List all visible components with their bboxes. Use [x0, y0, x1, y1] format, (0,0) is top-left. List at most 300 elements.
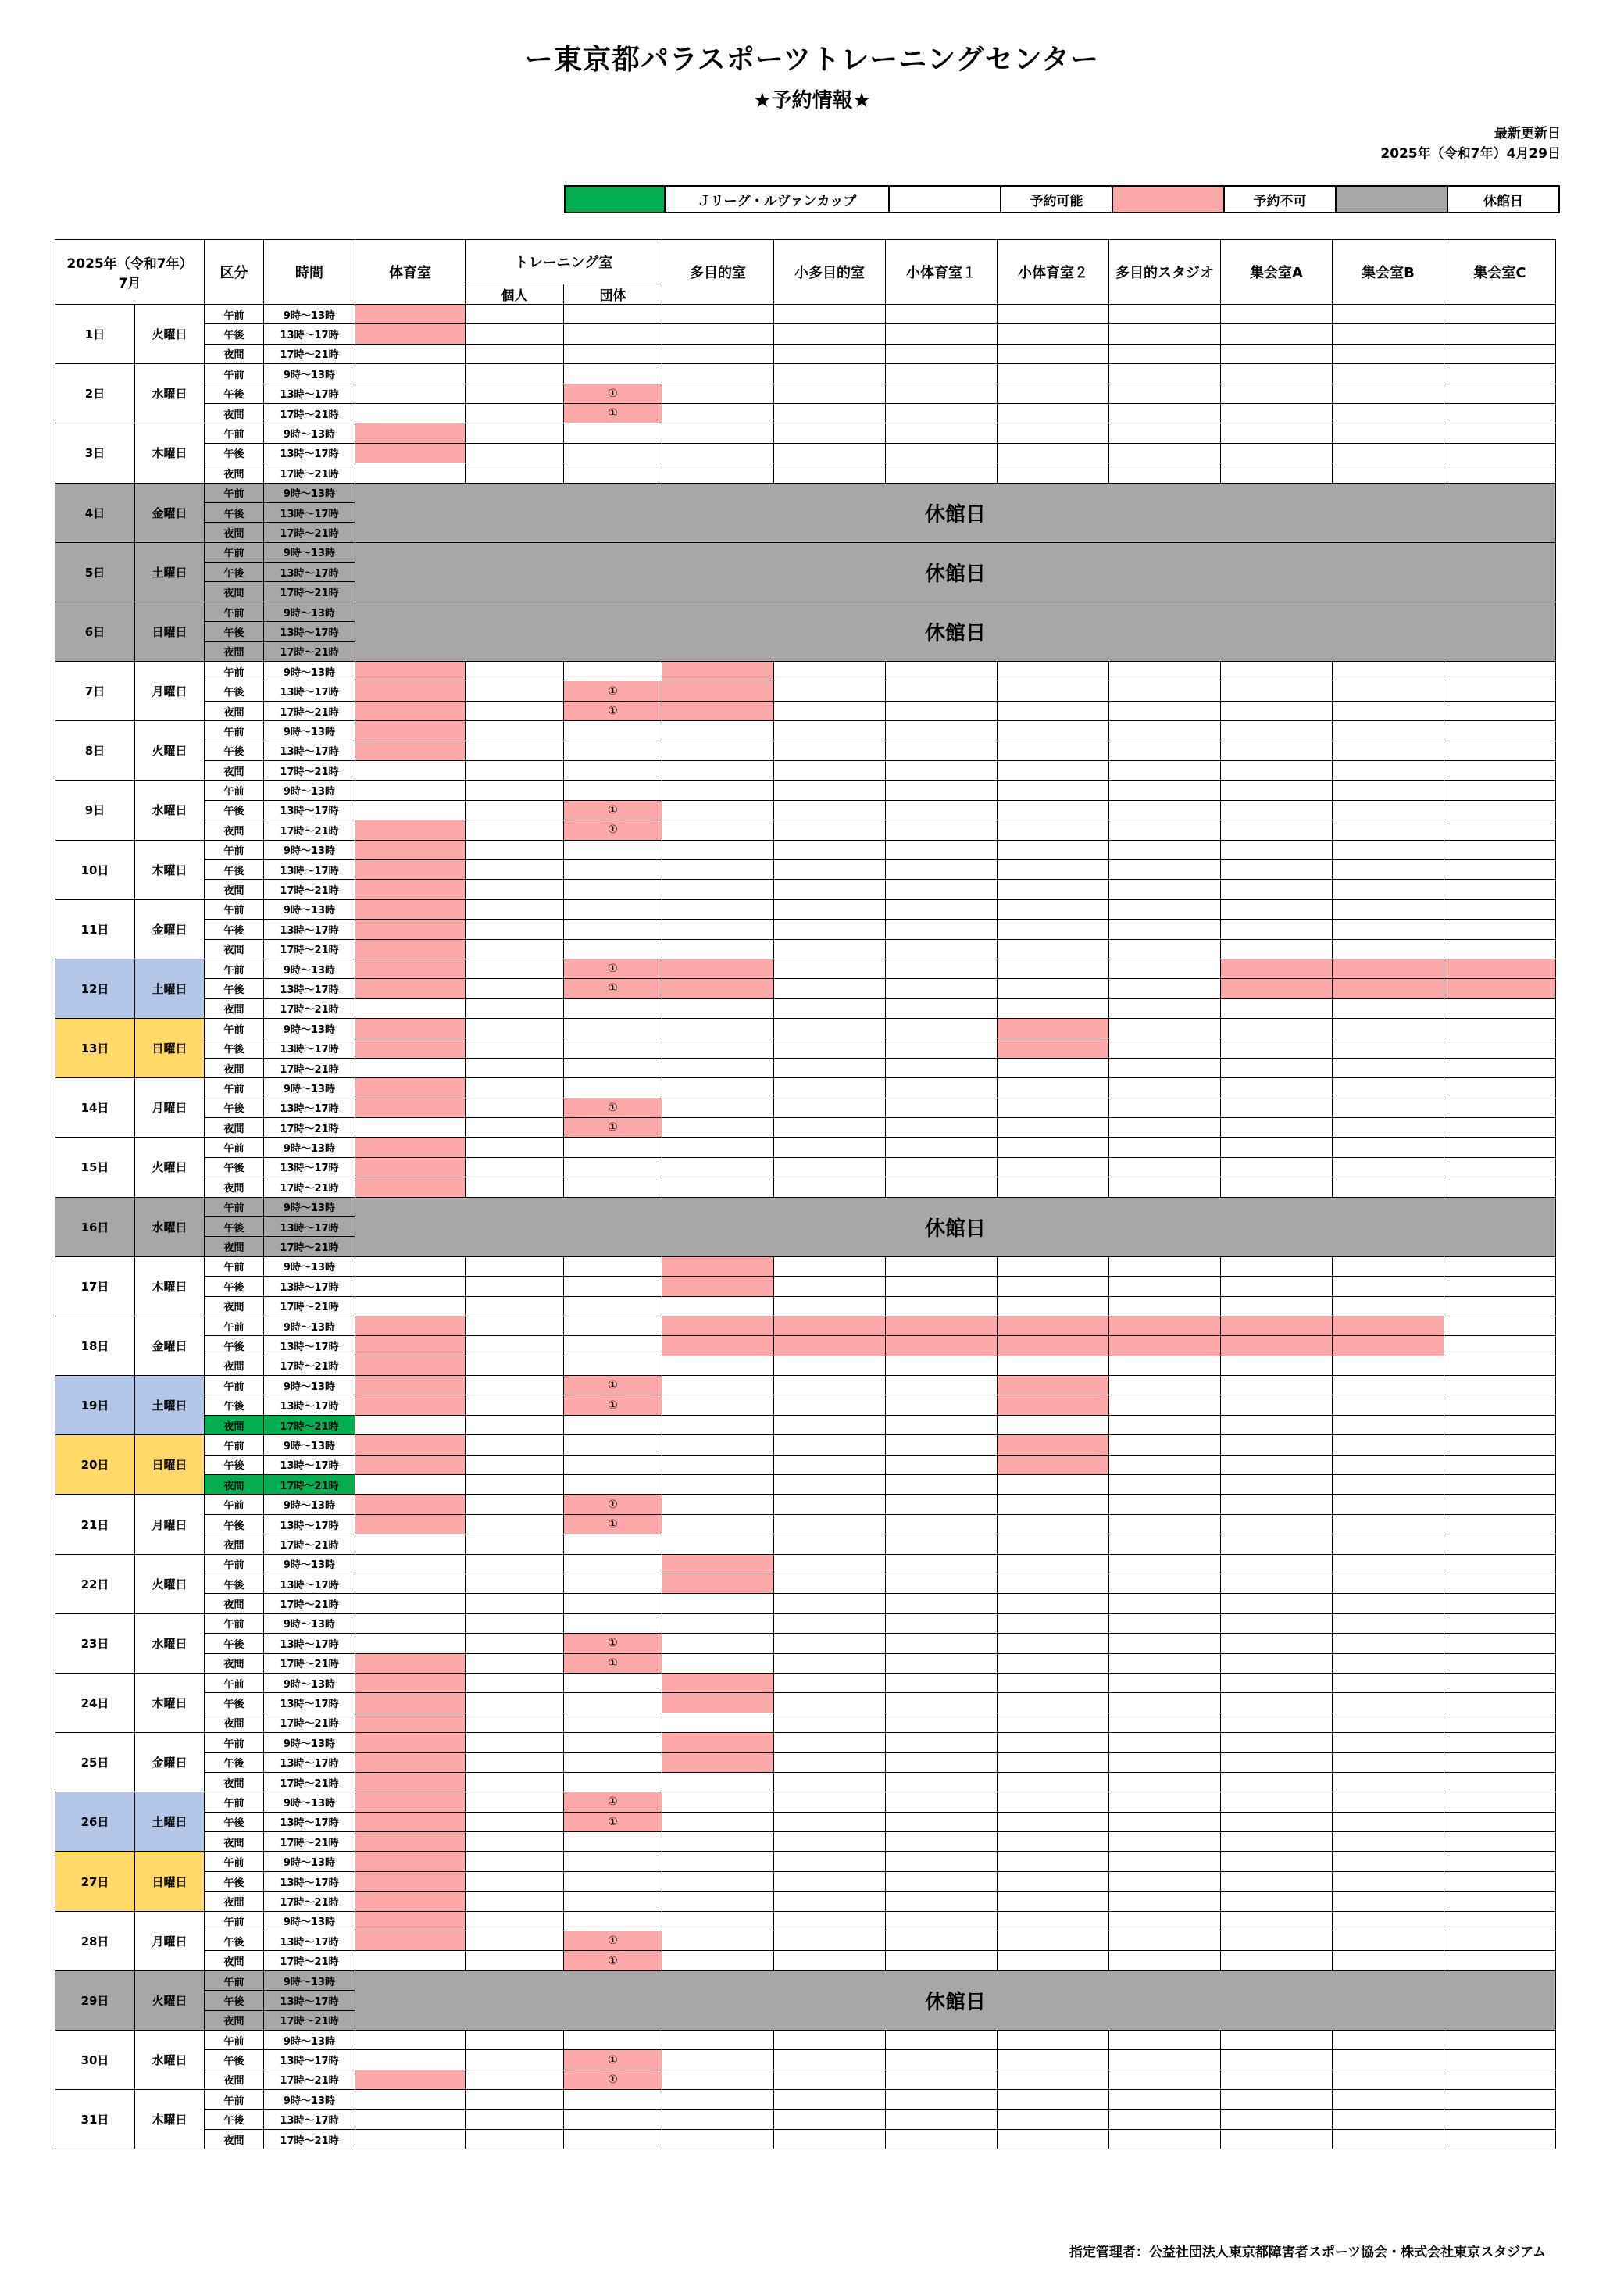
slot-cell-booked[interactable]	[355, 1356, 466, 1375]
slot-cell[interactable]	[466, 463, 564, 483]
slot-cell[interactable]	[1444, 939, 1556, 959]
slot-cell[interactable]	[466, 880, 564, 899]
slot-cell[interactable]	[774, 880, 886, 899]
slot-cell-booked-marker[interactable]: ①	[564, 2050, 662, 2070]
slot-cell-booked[interactable]	[662, 701, 774, 720]
slot-cell[interactable]	[466, 2109, 564, 2129]
slot-cell[interactable]	[774, 1098, 886, 1117]
slot-cell[interactable]	[774, 1296, 886, 1316]
slot-cell[interactable]	[886, 1534, 998, 1554]
slot-cell[interactable]	[998, 1514, 1109, 1534]
slot-cell[interactable]	[1109, 1256, 1221, 1276]
slot-cell[interactable]	[564, 1832, 662, 1852]
slot-cell[interactable]	[355, 1613, 466, 1633]
slot-cell[interactable]	[1221, 324, 1333, 344]
slot-cell[interactable]	[1444, 820, 1556, 840]
slot-cell[interactable]	[998, 1871, 1109, 1891]
slot-cell-booked[interactable]	[355, 1653, 466, 1673]
slot-cell[interactable]	[1333, 800, 1444, 820]
slot-cell-booked[interactable]	[662, 1554, 774, 1574]
slot-cell-booked[interactable]	[998, 1455, 1109, 1474]
slot-cell[interactable]	[774, 463, 886, 483]
slot-cell-booked[interactable]	[355, 2070, 466, 2089]
slot-cell-booked[interactable]	[662, 1752, 774, 1772]
slot-cell[interactable]	[774, 1752, 886, 1772]
slot-cell[interactable]	[662, 1613, 774, 1633]
slot-cell[interactable]	[1333, 840, 1444, 859]
slot-cell[interactable]	[998, 1138, 1109, 1157]
slot-cell[interactable]	[1109, 1296, 1221, 1316]
slot-cell[interactable]	[1109, 1138, 1221, 1157]
slot-cell-booked[interactable]	[998, 1435, 1109, 1455]
slot-cell[interactable]	[1333, 899, 1444, 919]
slot-cell-booked-marker[interactable]: ①	[564, 1792, 662, 1812]
slot-cell[interactable]	[1333, 820, 1444, 840]
slot-cell[interactable]	[564, 662, 662, 681]
slot-cell[interactable]	[355, 1534, 466, 1554]
slot-cell[interactable]	[886, 1514, 998, 1534]
slot-cell[interactable]	[662, 920, 774, 939]
slot-cell[interactable]	[1221, 1435, 1333, 1455]
slot-cell[interactable]	[1444, 1138, 1556, 1157]
slot-cell[interactable]	[1333, 1078, 1444, 1098]
slot-cell[interactable]	[1333, 701, 1444, 720]
slot-cell[interactable]	[998, 1852, 1109, 1871]
slot-cell[interactable]	[466, 959, 564, 978]
slot-cell[interactable]	[886, 859, 998, 879]
slot-cell[interactable]	[1221, 1852, 1333, 1871]
slot-cell[interactable]	[1109, 681, 1221, 701]
slot-cell-booked[interactable]	[662, 1693, 774, 1713]
slot-cell[interactable]	[1221, 423, 1333, 443]
slot-cell-booked[interactable]	[355, 1138, 466, 1157]
slot-cell[interactable]	[662, 1376, 774, 1395]
slot-cell[interactable]	[1333, 1256, 1444, 1276]
slot-cell[interactable]	[1221, 2070, 1333, 2089]
slot-cell[interactable]	[1333, 1415, 1444, 1434]
slot-cell[interactable]	[1221, 2050, 1333, 2070]
slot-cell[interactable]	[1109, 800, 1221, 820]
slot-cell[interactable]	[1221, 859, 1333, 879]
slot-cell[interactable]	[662, 1475, 774, 1495]
slot-cell[interactable]	[998, 1892, 1109, 1911]
slot-cell[interactable]	[564, 998, 662, 1018]
slot-cell[interactable]	[886, 2030, 998, 2049]
slot-cell[interactable]	[774, 1673, 886, 1692]
slot-cell[interactable]	[466, 1951, 564, 1970]
slot-cell[interactable]	[662, 1138, 774, 1157]
slot-cell[interactable]	[998, 305, 1109, 324]
slot-cell-booked[interactable]	[355, 1019, 466, 1038]
slot-cell[interactable]	[1333, 1277, 1444, 1296]
slot-cell[interactable]	[774, 2030, 886, 2049]
slot-cell[interactable]	[1109, 1455, 1221, 1474]
slot-cell[interactable]	[886, 1911, 998, 1931]
slot-cell[interactable]	[466, 1316, 564, 1335]
slot-cell[interactable]	[1221, 899, 1333, 919]
slot-cell[interactable]	[998, 1554, 1109, 1574]
slot-cell-booked[interactable]	[355, 1892, 466, 1911]
slot-cell[interactable]	[774, 1634, 886, 1653]
slot-cell[interactable]	[662, 423, 774, 443]
slot-cell[interactable]	[1221, 781, 1333, 800]
slot-cell[interactable]	[886, 781, 998, 800]
slot-cell[interactable]	[1221, 741, 1333, 760]
slot-cell[interactable]	[564, 760, 662, 780]
slot-cell[interactable]	[466, 701, 564, 720]
slot-cell[interactable]	[662, 443, 774, 463]
slot-cell-booked[interactable]	[662, 1733, 774, 1752]
slot-cell[interactable]	[662, 1296, 774, 1316]
slot-cell[interactable]	[466, 1277, 564, 1296]
slot-cell[interactable]	[466, 1415, 564, 1434]
slot-cell[interactable]	[1333, 920, 1444, 939]
slot-cell[interactable]	[466, 899, 564, 919]
slot-cell[interactable]	[1221, 443, 1333, 463]
slot-cell-booked[interactable]	[998, 1038, 1109, 1058]
slot-cell[interactable]	[886, 463, 998, 483]
slot-cell[interactable]	[662, 1832, 774, 1852]
slot-cell[interactable]	[1221, 1673, 1333, 1692]
slot-cell[interactable]	[564, 1078, 662, 1098]
slot-cell[interactable]	[564, 721, 662, 741]
slot-cell[interactable]	[466, 324, 564, 344]
slot-cell[interactable]	[774, 423, 886, 443]
slot-cell[interactable]	[1444, 1871, 1556, 1891]
slot-cell[interactable]	[662, 364, 774, 384]
slot-cell[interactable]	[1444, 364, 1556, 384]
slot-cell[interactable]	[1109, 959, 1221, 978]
slot-cell[interactable]	[998, 1177, 1109, 1197]
slot-cell[interactable]	[774, 1871, 886, 1891]
slot-cell[interactable]	[998, 979, 1109, 998]
slot-cell[interactable]	[564, 1892, 662, 1911]
slot-cell[interactable]	[886, 1852, 998, 1871]
slot-cell-booked[interactable]	[998, 1395, 1109, 1415]
slot-cell[interactable]	[774, 1376, 886, 1395]
slot-cell[interactable]	[998, 324, 1109, 344]
slot-cell[interactable]	[662, 2050, 774, 2070]
slot-cell[interactable]	[774, 305, 886, 324]
slot-cell[interactable]	[1109, 979, 1221, 998]
slot-cell[interactable]	[1333, 2050, 1444, 2070]
slot-cell[interactable]	[886, 1752, 998, 1772]
slot-cell[interactable]	[1444, 1058, 1556, 1077]
slot-cell[interactable]	[1333, 1495, 1444, 1514]
slot-cell[interactable]	[466, 1356, 564, 1375]
slot-cell[interactable]	[1221, 1376, 1333, 1395]
slot-cell[interactable]	[466, 1336, 564, 1356]
slot-cell[interactable]	[1444, 1078, 1556, 1098]
slot-cell[interactable]	[1333, 2030, 1444, 2049]
slot-cell-booked[interactable]	[662, 1673, 774, 1692]
slot-cell[interactable]	[1109, 403, 1221, 423]
slot-cell[interactable]	[1221, 939, 1333, 959]
slot-cell-booked[interactable]	[1221, 1316, 1333, 1335]
slot-cell-booked[interactable]	[355, 662, 466, 681]
slot-cell[interactable]	[1109, 2070, 1221, 2089]
slot-cell[interactable]	[1333, 1058, 1444, 1077]
slot-cell[interactable]	[1221, 403, 1333, 423]
slot-cell[interactable]	[998, 781, 1109, 800]
slot-cell[interactable]	[998, 800, 1109, 820]
slot-cell[interactable]	[1444, 1931, 1556, 1951]
slot-cell[interactable]	[774, 1653, 886, 1673]
slot-cell[interactable]	[1333, 939, 1444, 959]
slot-cell[interactable]	[564, 1336, 662, 1356]
slot-cell[interactable]	[1444, 1495, 1556, 1514]
slot-cell[interactable]	[466, 1554, 564, 1574]
slot-cell[interactable]	[886, 1495, 998, 1514]
slot-cell[interactable]	[998, 344, 1109, 363]
slot-cell[interactable]	[1333, 1613, 1444, 1633]
slot-cell[interactable]	[1333, 463, 1444, 483]
slot-cell[interactable]	[355, 2109, 466, 2129]
slot-cell[interactable]	[774, 1812, 886, 1831]
slot-cell[interactable]	[355, 1554, 466, 1574]
slot-cell-booked[interactable]	[1221, 959, 1333, 978]
slot-cell[interactable]	[355, 1118, 466, 1138]
slot-cell[interactable]	[466, 1792, 564, 1812]
slot-cell[interactable]	[1221, 2030, 1333, 2049]
slot-cell[interactable]	[662, 859, 774, 879]
slot-cell-booked-marker[interactable]: ①	[564, 800, 662, 820]
slot-cell-booked[interactable]	[1333, 979, 1444, 998]
slot-cell[interactable]	[886, 1138, 998, 1157]
slot-cell[interactable]	[466, 662, 564, 681]
slot-cell[interactable]	[998, 1058, 1109, 1077]
slot-cell[interactable]	[1221, 840, 1333, 859]
slot-cell-booked[interactable]	[774, 1336, 886, 1356]
slot-cell[interactable]	[886, 1574, 998, 1594]
slot-cell-booked-marker[interactable]: ①	[564, 959, 662, 978]
slot-cell-booked-marker[interactable]: ①	[564, 1098, 662, 1117]
slot-cell[interactable]	[886, 1772, 998, 1792]
slot-cell[interactable]	[1333, 859, 1444, 879]
slot-cell[interactable]	[1333, 760, 1444, 780]
slot-cell[interactable]	[1444, 443, 1556, 463]
slot-cell[interactable]	[886, 681, 998, 701]
slot-cell-booked[interactable]	[355, 1336, 466, 1356]
slot-cell[interactable]	[998, 2030, 1109, 2049]
slot-cell[interactable]	[886, 979, 998, 998]
slot-cell[interactable]	[1109, 1574, 1221, 1594]
slot-cell[interactable]	[998, 1356, 1109, 1375]
slot-cell-booked[interactable]	[355, 1673, 466, 1692]
slot-cell[interactable]	[774, 1892, 886, 1911]
slot-cell[interactable]	[774, 1852, 886, 1871]
slot-cell[interactable]	[1221, 1455, 1333, 1474]
slot-cell[interactable]	[886, 1653, 998, 1673]
slot-cell[interactable]	[886, 1812, 998, 1831]
slot-cell[interactable]	[774, 760, 886, 780]
slot-cell[interactable]	[466, 1395, 564, 1415]
slot-cell-booked[interactable]	[355, 1078, 466, 1098]
slot-cell[interactable]	[998, 443, 1109, 463]
slot-cell[interactable]	[774, 1475, 886, 1495]
slot-cell[interactable]	[1444, 1177, 1556, 1197]
slot-cell[interactable]	[1444, 2129, 1556, 2149]
slot-cell[interactable]	[564, 1852, 662, 1871]
slot-cell[interactable]	[1109, 998, 1221, 1018]
slot-cell-booked[interactable]	[662, 1316, 774, 1335]
slot-cell[interactable]	[466, 1256, 564, 1276]
slot-cell[interactable]	[564, 880, 662, 899]
slot-cell[interactable]	[1221, 2109, 1333, 2129]
slot-cell[interactable]	[886, 1277, 998, 1296]
slot-cell[interactable]	[564, 305, 662, 324]
slot-cell-booked-marker[interactable]: ①	[564, 1495, 662, 1514]
slot-cell[interactable]	[466, 1911, 564, 1931]
slot-cell[interactable]	[466, 2090, 564, 2109]
slot-cell-booked[interactable]	[1221, 979, 1333, 998]
slot-cell[interactable]	[564, 1316, 662, 1335]
slot-cell[interactable]	[564, 1574, 662, 1594]
slot-cell[interactable]	[1109, 1892, 1221, 1911]
slot-cell[interactable]	[466, 721, 564, 741]
slot-cell[interactable]	[774, 820, 886, 840]
slot-cell[interactable]	[886, 800, 998, 820]
slot-cell[interactable]	[466, 2050, 564, 2070]
slot-cell[interactable]	[466, 939, 564, 959]
slot-cell[interactable]	[1221, 1415, 1333, 1434]
slot-cell[interactable]	[1333, 1792, 1444, 1812]
slot-cell[interactable]	[662, 2070, 774, 2089]
slot-cell[interactable]	[774, 1574, 886, 1594]
slot-cell[interactable]	[1444, 344, 1556, 363]
slot-cell[interactable]	[1333, 998, 1444, 1018]
slot-cell[interactable]	[466, 1435, 564, 1455]
slot-cell[interactable]	[1444, 1019, 1556, 1038]
slot-cell[interactable]	[774, 384, 886, 403]
slot-cell[interactable]	[886, 1673, 998, 1692]
slot-cell[interactable]	[1444, 1772, 1556, 1792]
slot-cell[interactable]	[998, 1594, 1109, 1613]
slot-cell[interactable]	[774, 1058, 886, 1077]
slot-cell[interactable]	[564, 1356, 662, 1375]
slot-cell[interactable]	[886, 1098, 998, 1117]
slot-cell-booked[interactable]	[662, 1336, 774, 1356]
slot-cell[interactable]	[1444, 998, 1556, 1018]
slot-cell[interactable]	[662, 1534, 774, 1554]
slot-cell[interactable]	[1333, 364, 1444, 384]
slot-cell[interactable]	[774, 2050, 886, 2070]
slot-cell[interactable]	[1333, 1118, 1444, 1138]
slot-cell[interactable]	[1109, 1514, 1221, 1534]
slot-cell-booked[interactable]	[355, 1514, 466, 1534]
slot-cell[interactable]	[662, 1435, 774, 1455]
slot-cell[interactable]	[998, 1693, 1109, 1713]
slot-cell[interactable]	[998, 681, 1109, 701]
slot-cell[interactable]	[466, 1653, 564, 1673]
slot-cell[interactable]	[774, 1256, 886, 1276]
slot-cell[interactable]	[662, 1038, 774, 1058]
slot-cell[interactable]	[998, 364, 1109, 384]
slot-cell[interactable]	[886, 741, 998, 760]
slot-cell[interactable]	[1444, 1316, 1556, 1335]
slot-cell[interactable]	[886, 1832, 998, 1852]
slot-cell[interactable]	[1444, 1613, 1556, 1633]
slot-cell[interactable]	[886, 1613, 998, 1633]
slot-cell[interactable]	[1333, 1157, 1444, 1177]
slot-cell[interactable]	[998, 1078, 1109, 1098]
slot-cell[interactable]	[998, 1713, 1109, 1732]
slot-cell[interactable]	[1444, 305, 1556, 324]
slot-cell-booked[interactable]	[355, 959, 466, 978]
slot-cell[interactable]	[662, 1455, 774, 1474]
slot-cell[interactable]	[1109, 1098, 1221, 1117]
slot-cell[interactable]	[466, 423, 564, 443]
slot-cell[interactable]	[886, 1634, 998, 1653]
slot-cell[interactable]	[1333, 1871, 1444, 1891]
slot-cell[interactable]	[1333, 1138, 1444, 1157]
slot-cell[interactable]	[1109, 1177, 1221, 1197]
slot-cell[interactable]	[564, 443, 662, 463]
slot-cell[interactable]	[1444, 1376, 1556, 1395]
slot-cell[interactable]	[355, 781, 466, 800]
slot-cell[interactable]	[1444, 1951, 1556, 1970]
slot-cell[interactable]	[564, 1475, 662, 1495]
slot-cell[interactable]	[1109, 781, 1221, 800]
slot-cell[interactable]	[998, 1098, 1109, 1117]
slot-cell[interactable]	[662, 760, 774, 780]
slot-cell[interactable]	[1221, 384, 1333, 403]
slot-cell[interactable]	[998, 1415, 1109, 1434]
slot-cell[interactable]	[355, 2090, 466, 2109]
slot-cell[interactable]	[1333, 1435, 1444, 1455]
slot-cell[interactable]	[1109, 1812, 1221, 1831]
slot-cell[interactable]	[886, 939, 998, 959]
slot-cell[interactable]	[1333, 324, 1444, 344]
slot-cell-booked[interactable]	[355, 1832, 466, 1852]
slot-cell[interactable]	[1333, 741, 1444, 760]
slot-cell[interactable]	[466, 1038, 564, 1058]
slot-cell-booked[interactable]	[355, 1495, 466, 1514]
slot-cell[interactable]	[998, 2050, 1109, 2070]
slot-cell[interactable]	[886, 1118, 998, 1138]
slot-cell-booked[interactable]	[355, 920, 466, 939]
slot-cell[interactable]	[564, 1455, 662, 1474]
slot-cell[interactable]	[1444, 1534, 1556, 1554]
slot-cell[interactable]	[564, 344, 662, 363]
slot-cell[interactable]	[1109, 1852, 1221, 1871]
slot-cell[interactable]	[998, 1475, 1109, 1495]
slot-cell[interactable]	[774, 939, 886, 959]
slot-cell-booked[interactable]	[355, 1772, 466, 1792]
slot-cell[interactable]	[466, 979, 564, 998]
slot-cell[interactable]	[886, 1733, 998, 1752]
slot-cell[interactable]	[998, 1613, 1109, 1633]
slot-cell[interactable]	[1109, 1713, 1221, 1732]
slot-cell[interactable]	[886, 840, 998, 859]
slot-cell[interactable]	[1221, 1038, 1333, 1058]
slot-cell[interactable]	[1333, 423, 1444, 443]
slot-cell[interactable]	[1444, 800, 1556, 820]
slot-cell[interactable]	[998, 403, 1109, 423]
slot-cell[interactable]	[466, 1475, 564, 1495]
slot-cell[interactable]	[774, 899, 886, 919]
slot-cell[interactable]	[466, 1157, 564, 1177]
slot-cell-booked[interactable]	[774, 1316, 886, 1335]
slot-cell[interactable]	[1221, 2129, 1333, 2149]
slot-cell[interactable]	[1444, 2070, 1556, 2089]
slot-cell[interactable]	[1444, 2050, 1556, 2070]
slot-cell[interactable]	[1221, 2090, 1333, 2109]
slot-cell-booked[interactable]	[355, 1157, 466, 1177]
slot-cell-booked-marker[interactable]: ①	[564, 1118, 662, 1138]
slot-cell[interactable]	[1444, 1713, 1556, 1732]
slot-cell[interactable]	[1221, 721, 1333, 741]
